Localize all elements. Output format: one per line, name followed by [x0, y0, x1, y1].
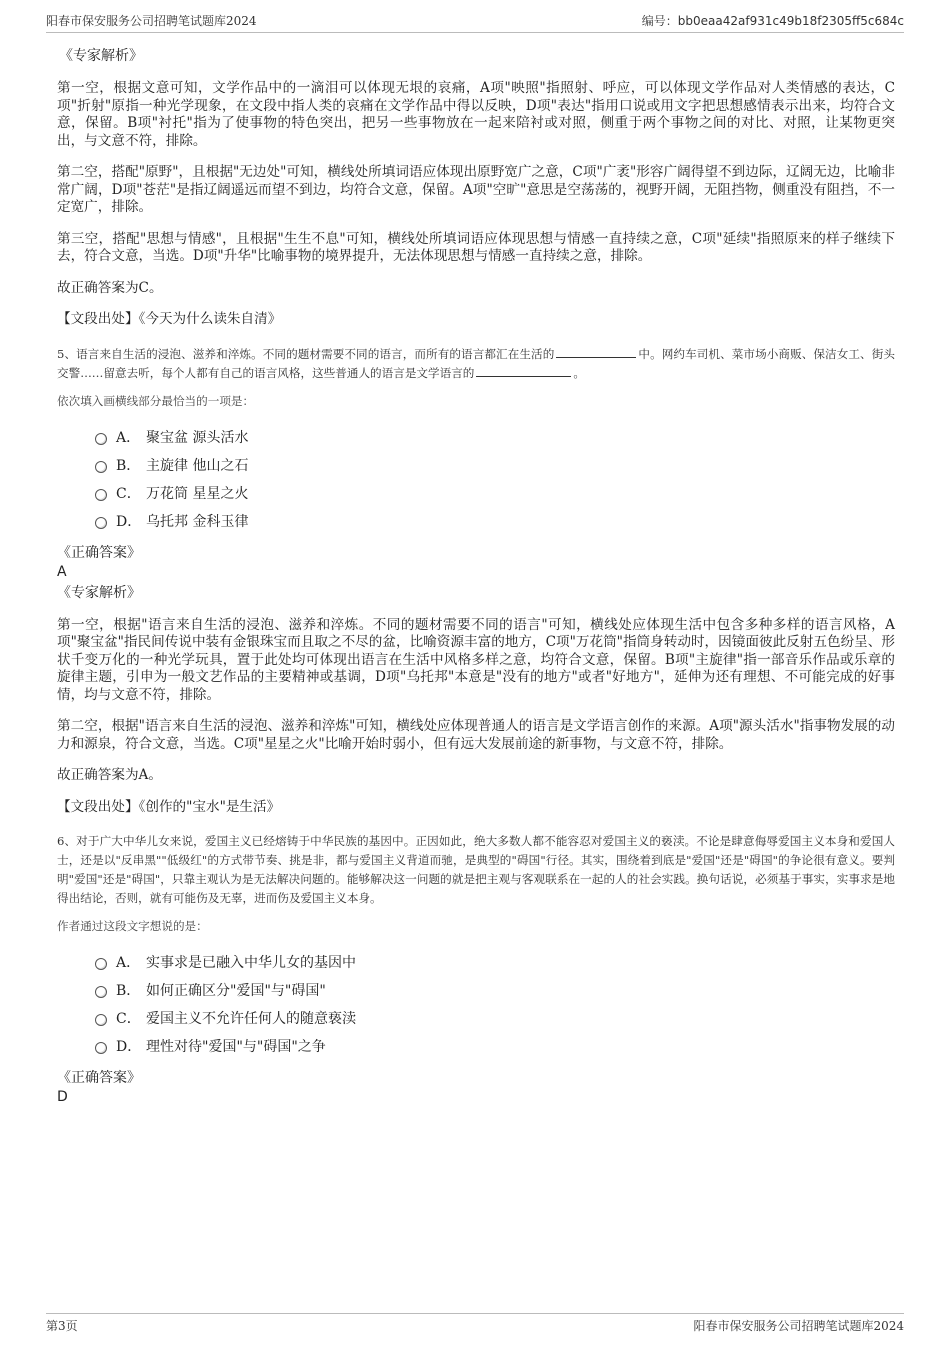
option-a[interactable]	[95, 423, 895, 451]
option-text: 主旋律 他山之石	[146, 457, 249, 474]
option-d[interactable]	[95, 1032, 895, 1060]
option-text: 实事求是已融入中华儿女的基因中	[146, 955, 356, 971]
correct-answer-label: 《正确答案》	[57, 1070, 141, 1086]
header-title: 阳春市保安服务公司招聘笔试题库2024	[46, 14, 257, 28]
option-letter: D．	[116, 513, 142, 530]
radio-icon[interactable]	[95, 1014, 107, 1026]
footer-title: 阳春市保安服务公司招聘笔试题库2024	[693, 1319, 904, 1333]
option-c[interactable]	[95, 479, 895, 507]
option-d[interactable]	[95, 507, 895, 535]
option-letter: D．	[116, 1039, 142, 1055]
expert-analysis-label: 《专家解析》	[59, 48, 143, 64]
analysis-paragraph: 第二空，搭配"原野"，且根据"无边处"可知，横线处所填词语应体现出原野宽广之意，C项"广袤"形容广阔得望不到边际，辽阔无边，比喻非常广阔，D项"苍茫"是指辽阔遥远而望不到边，均符合文意，保留。A项"空旷"意思是空荡荡的，视野开阔，无阻挡物，侧重没有阻挡，不一定宽广，排除。	[57, 164, 895, 215]
option-letter: A．	[116, 429, 141, 446]
expert-analysis-label: 《专家解析》	[57, 584, 141, 601]
page-number: 第3页	[46, 1319, 78, 1333]
passage-source: 【文段出处】《今天为什么读朱自清》	[57, 311, 282, 327]
option-b[interactable]	[95, 451, 895, 479]
option-letter: A．	[116, 955, 141, 971]
page-header	[46, 12, 904, 33]
question-prompt: 作者通过这段文字想说的是：	[57, 919, 208, 933]
option-list	[95, 423, 895, 535]
page-content	[57, 46, 895, 1108]
option-b[interactable]	[95, 976, 895, 1004]
fill-blank	[476, 365, 571, 377]
analysis-paragraph: 第一空，根据文意可知，文学作品中的一滴泪可以体现无垠的哀痛，A项"映照"指照射、呼应，可以体现文学作品对人类情感的表达，C项"折射"原指一种光学现象，在文段中指人类的哀痛在文学作品中得以反映，D项"表达"指用口说或用文字把思想感情表示出来，均符合文意，保留。B项"衬托"指为了使事物的特色突出，把另一些事物放在一起来陪衬或对照，侧重于两个事物之间的对比、对照，让某物更突出，与文意不符，排除。	[57, 80, 895, 149]
correct-answer: D	[57, 1089, 68, 1105]
option-text: 如何正确区分"爱国"与"碍国"	[146, 983, 326, 999]
radio-icon[interactable]	[95, 489, 107, 501]
radio-icon[interactable]	[95, 461, 107, 473]
option-c[interactable]	[95, 1004, 895, 1032]
passage-source: 【文段出处】《创作的"宝水"是生活》	[57, 798, 281, 815]
option-text: 爱国主义不允许任何人的随意亵渎	[146, 1011, 356, 1027]
option-list	[95, 948, 895, 1060]
option-letter: B．	[116, 457, 141, 474]
page-footer	[46, 1313, 904, 1334]
radio-icon[interactable]	[95, 517, 107, 529]
analysis-paragraph: 第一空，根据"语言来自生活的浸泡、滋养和淬炼。不同的题材需要不同的语言"可知，横线处应体现生活中包含多种多样的语言风格，A项"聚宝盆"指民间传说中装有金银珠宝而且取之不尽的盆，比喻资源丰富的地方，C项"万花筒"指筒身转动时，因镜面彼此反射五色纷呈、形状千变万化的一种光学玩具，置于此处均可体现出语言在生活中风格多样之意，均符合文意，保留。B项"主旋律"指一部音乐作品或乐章的旋律主题，引申为一般文艺作品的主要精神或基调，D项"乌托邦"本意是"没有的地方"或者"好地方"，延伸为还有理想、不可能完成的好事情，均与文意不符，排除。	[57, 616, 895, 703]
question-prompt: 依次填入画横线部分最恰当的一项是：	[57, 393, 255, 408]
question-text-part: 中。网约车司机、菜市场小商贩、保洁女工、街头交警……留意去听，每个人都有自己的语言风格，这些普通人的语言是文学语言的	[57, 346, 895, 380]
correct-answer: A	[57, 563, 67, 580]
serial-label: 编号：	[641, 14, 678, 28]
option-text: 乌托邦 金科玉律	[146, 513, 249, 530]
option-text: 万花筒 星星之火	[146, 485, 249, 502]
option-a[interactable]	[95, 948, 895, 976]
analysis-paragraph: 第二空，根据"语言来自生活的浸泡、滋养和淬炼"可知，横线处应体现普通人的语言是文学语言创作的来源。A项"源头活水"指事物发展的动力和源泉，符合文意，当选。C项"星星之火"比喻开始时弱小，但有远大发展前途的新事物，与文意不符，排除。	[57, 718, 895, 752]
option-text: 聚宝盆 源头活水	[146, 429, 249, 446]
radio-icon[interactable]	[95, 986, 107, 998]
serial-code: bb0eaa42af931c49b18f2305ff5c684c	[677, 14, 904, 28]
fill-blank	[556, 346, 636, 358]
question-6-text: 6、对于广大中华儿女来说，爱国主义已经熔铸于中华民族的基因中。正因如此，绝大多数人都不能容忍对爱国主义的亵渎。不论是肆意侮辱爱国主义本身和爱国人士，还是以"反串黑""低级红"的方式带节奏、挑是非，都与爱国主义背道而驰，是典型的"碍国"行径。其实，围绕着到底是"爱国"还是"碍国"的争论很有意义。要判明"爱国"还是"碍国"，只靠主观认为是无法解决问题的。能够解决这一问题的就是把主观与客观联系在一起的人的社会实践。换句话说，必须基于事实，实事求是地得出结论，否则，就有可能伤及无辜，进而伤及爱国主义本身。	[57, 834, 895, 905]
question-text-part: 。	[573, 365, 585, 380]
radio-icon[interactable]	[95, 958, 107, 970]
option-letter: C．	[116, 485, 141, 502]
conclusion: 故正确答案为C。	[57, 279, 163, 296]
option-letter: C．	[116, 1011, 141, 1027]
analysis-paragraph: 第三空，搭配"思想与情感"，且根据"生生不息"可知，横线处所填词语应体现思想与情感一直持续之意，C项"延续"指照原来的样子继续下去，符合文意，当选。D项"升华"比喻事物的境界提升，无法体现思想与情感一直持续之意，排除。	[57, 230, 895, 264]
option-text: 理性对待"爱国"与"碍国"之争	[146, 1039, 326, 1055]
question-text-part: 5、语言来自生活的浸泡、滋养和淬炼。不同的题材需要不同的语言，而所有的语言都汇在生活的	[57, 346, 555, 361]
conclusion: 故正确答案为A。	[57, 767, 162, 783]
question-5-text	[57, 345, 895, 383]
header-serial	[642, 12, 904, 29]
correct-answer-label: 《正确答案》	[57, 544, 141, 561]
option-letter: B．	[116, 983, 141, 999]
radio-icon[interactable]	[95, 1042, 107, 1054]
radio-icon[interactable]	[95, 433, 107, 445]
